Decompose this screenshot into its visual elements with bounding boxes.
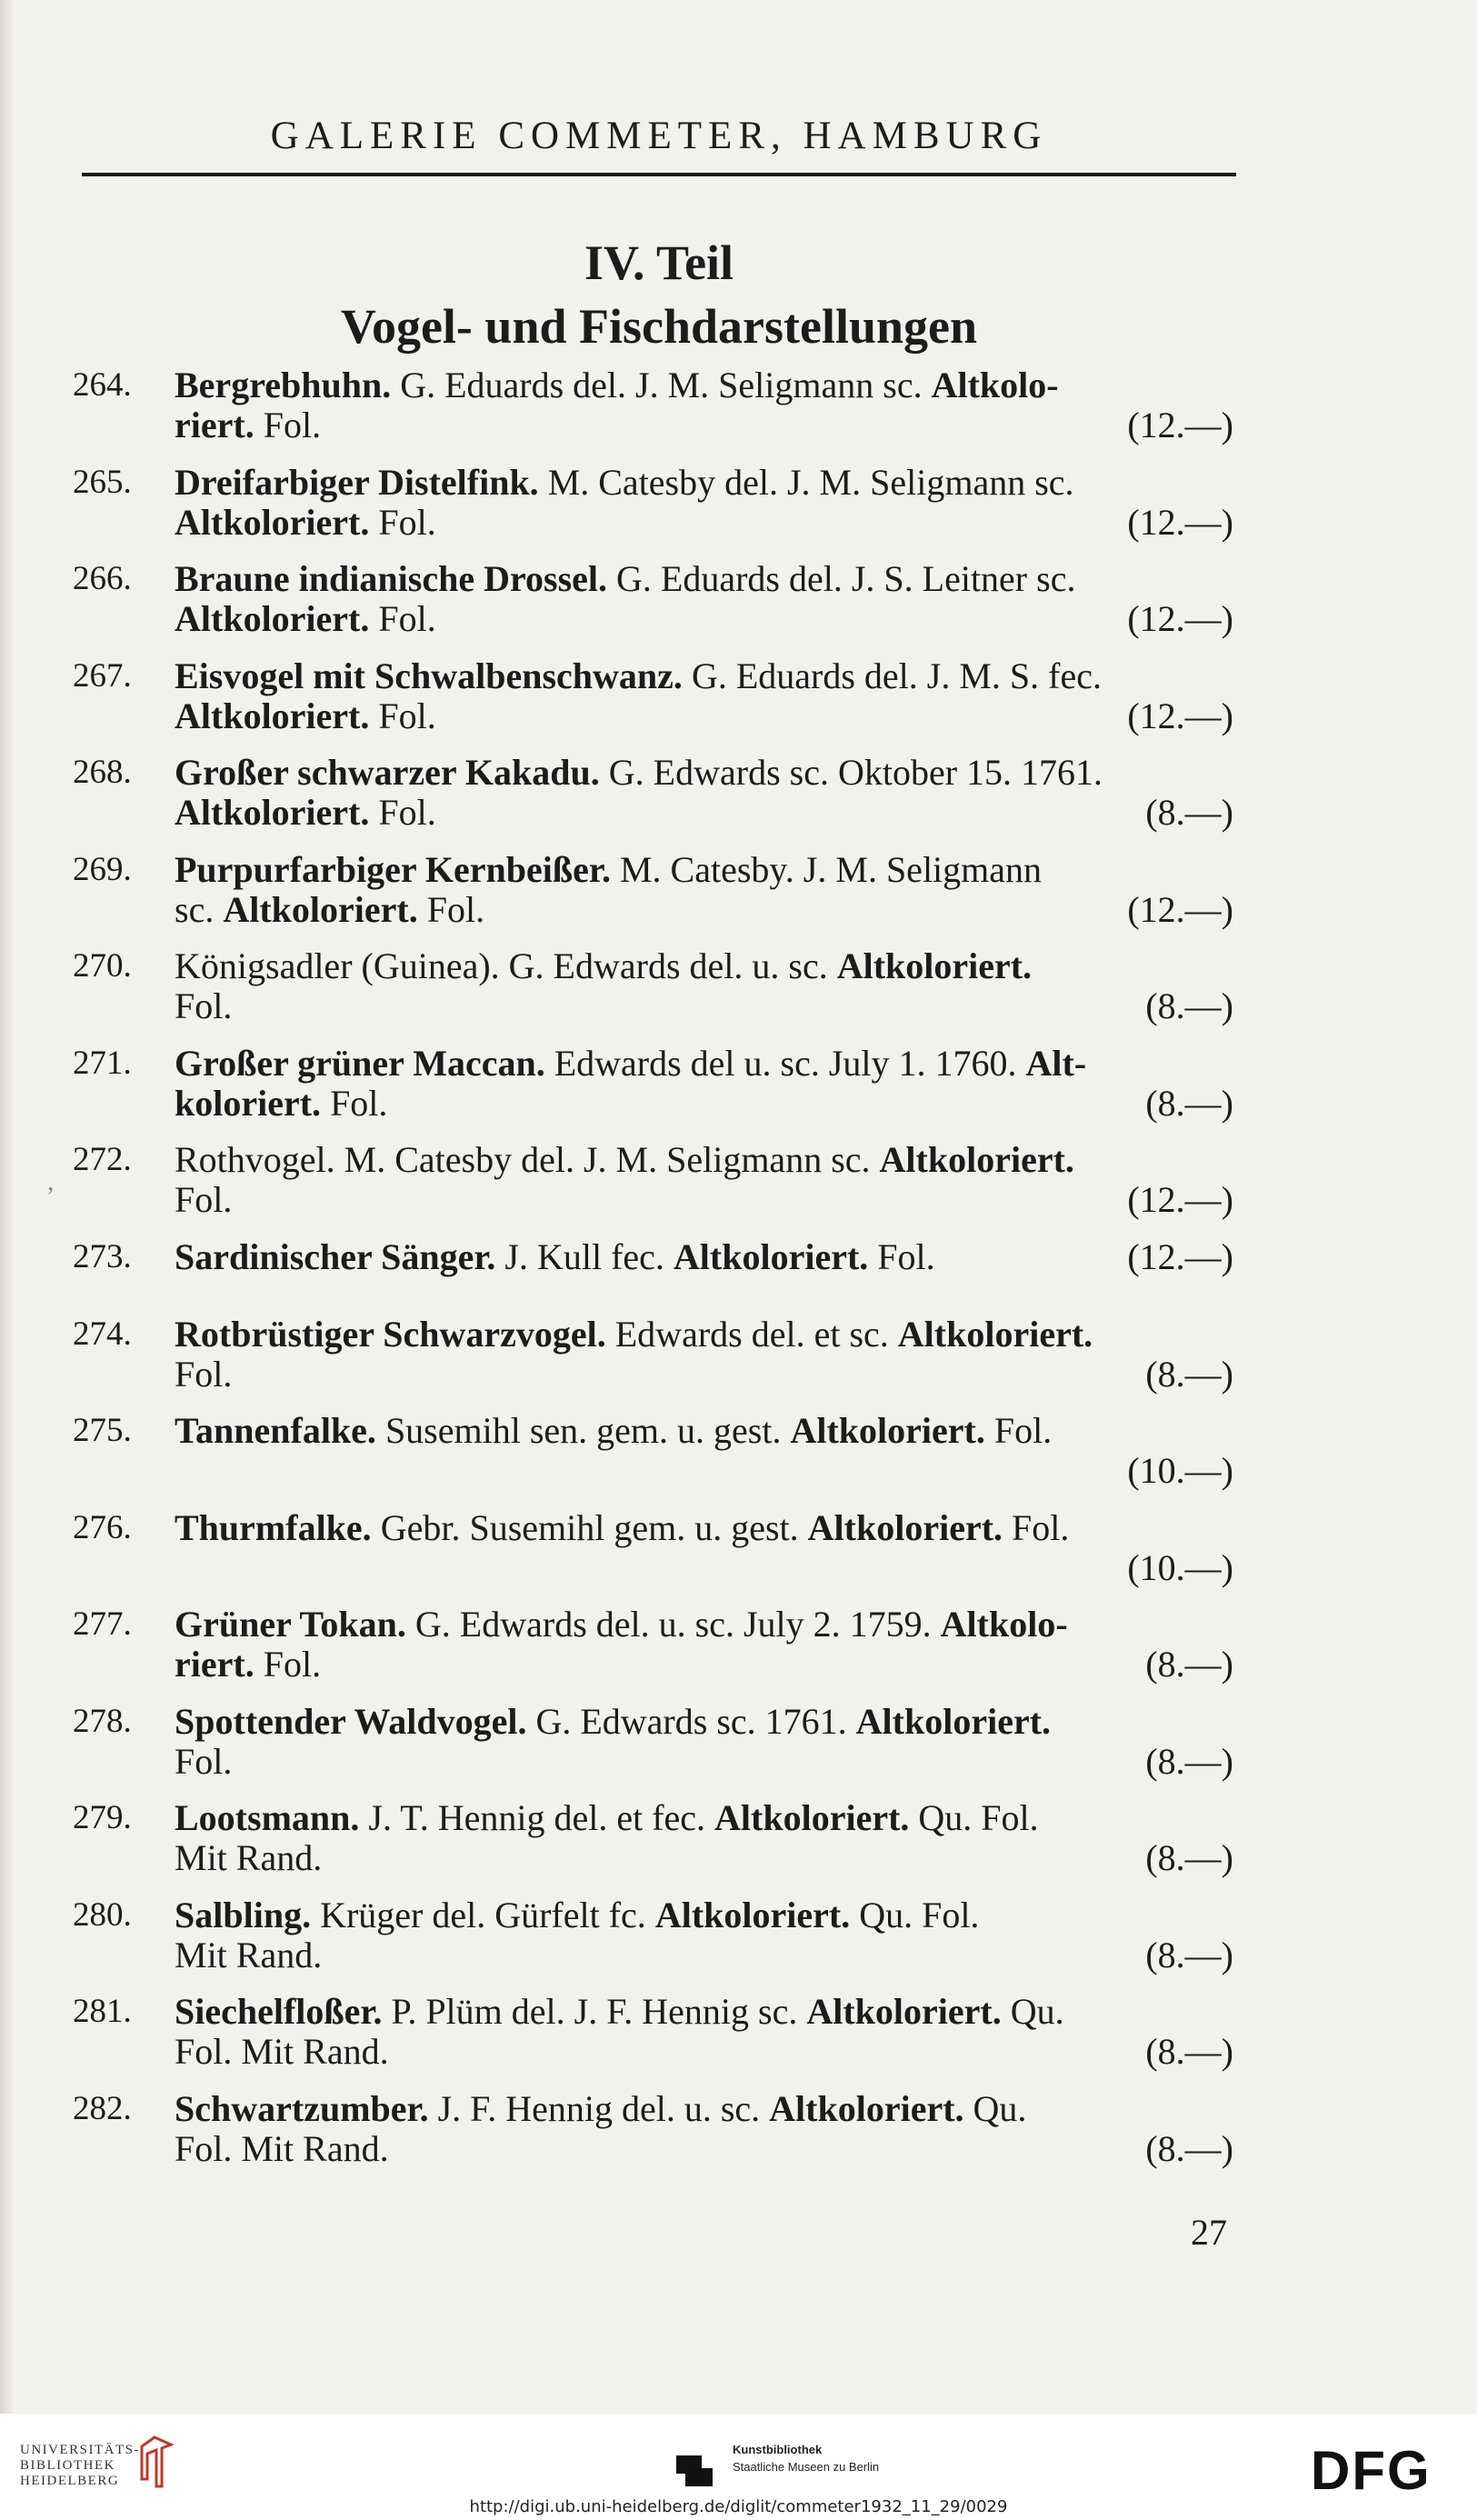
entry-line: [175, 1742, 1233, 1782]
entry-bold-text: Siechelfloßer.: [175, 1991, 383, 2032]
entry-text: G. Eduards del. J. S. Leitner sc.: [607, 558, 1076, 599]
entry-bold-text: Purpurfarbiger Kernbeißer.: [175, 848, 611, 890]
entry-number: 269.: [73, 850, 132, 888]
entry-text: G. Edwards sc. 1761.: [526, 1700, 856, 1742]
entry-number: 272.: [73, 1141, 132, 1178]
entry-line: [175, 1451, 1233, 1491]
entry-number: 268.: [73, 754, 132, 791]
entry-bold-text: Schwartzumber.: [175, 2087, 429, 2129]
entry-text: M. Catesby del. J. M. Seligmann sc.: [538, 461, 1074, 503]
ub-heidelberg-logo-icon: [135, 2434, 175, 2492]
entry-price: (12.—): [1127, 1179, 1233, 1220]
kb-name: Kunstbibliothek: [733, 2443, 823, 2456]
entry-bold-text: Altkoloriert.: [175, 501, 370, 543]
entry-bold-text: Altkoloriert.: [175, 598, 370, 639]
header-rule: [82, 173, 1236, 176]
entry-text: Fol.: [175, 1353, 233, 1395]
entry-price: (8.—): [1145, 2031, 1233, 2072]
entry-number: 267.: [73, 656, 132, 695]
entry-price: (8.—): [1145, 1353, 1233, 1395]
entry-line: [175, 2089, 1233, 2129]
entry-line: [175, 1838, 1233, 1878]
entry-line: [175, 1798, 1233, 1838]
entry-number: 277.: [73, 1605, 132, 1643]
entry-bold-text: Altkoloriert.: [807, 1506, 1003, 1548]
entry-line: [175, 1645, 1233, 1685]
entry-number: 265.: [73, 463, 132, 501]
entry-bold-text: Altkoloriert.: [836, 945, 1033, 986]
entry-text: Krüger del. Gürfelt fc.: [311, 1894, 655, 1935]
entry-bold-text: Großer grüner Maccan.: [175, 1042, 545, 1084]
entry-text: Susemihl sen. gem. u. gest.: [375, 1410, 791, 1451]
catalog-entry: [0, 946, 1477, 1044]
entry-bold-text: Rotbrüstiger Schwarzvogel.: [175, 1313, 606, 1355]
ub-heidelberg-label: [20, 2443, 140, 2489]
entry-description: [175, 1992, 1233, 2072]
entry-description: [175, 946, 1233, 1026]
entry-bold-text: Braune indianische Drossel.: [175, 558, 607, 599]
entry-description: [175, 1605, 1233, 1685]
page-number: 27: [1191, 2212, 1227, 2253]
entry-bold-text: riert.: [175, 1644, 254, 1685]
entry-line: [175, 753, 1233, 793]
entry-description: [175, 656, 1233, 736]
entry-text: J. T. Hennig del. et fec.: [359, 1797, 715, 1838]
entry-line: [175, 503, 1233, 543]
entry-text: J. F. Hennig del. u. sc.: [428, 2087, 770, 2129]
entry-line: [175, 1411, 1233, 1451]
entry-description: [175, 1237, 1233, 1277]
entry-bold-text: riert.: [175, 405, 254, 445]
entry-bold-text: Alt-: [1025, 1042, 1087, 1084]
entry-text: Edwards del u. sc. July 1. 1760.: [544, 1042, 1026, 1084]
entry-description: [175, 1044, 1233, 1124]
entry-line: [175, 1355, 1233, 1395]
catalog-entries: [0, 365, 1477, 2185]
entry-line: [175, 599, 1233, 639]
entry-text: Rothvogel. M. Catesby del. J. M. Seligmann sc.: [175, 1139, 880, 1180]
entry-line: [175, 850, 1233, 890]
entry-text: G. Eduards del. J. M. Seligmann sc.: [391, 365, 932, 405]
entry-text: G. Eduards del. J. M. S. fec.: [682, 655, 1102, 696]
entry-bold-text: Altkolo-: [931, 365, 1059, 405]
entry-text: Fol.: [321, 1082, 388, 1124]
part-title: IV. Teil: [584, 235, 734, 290]
entry-price: (12.—): [1127, 888, 1233, 930]
entry-text: Königsadler (Guinea). G. Edwards del. u. sc.: [175, 945, 837, 986]
entry-description: [175, 2089, 1233, 2169]
entry-line: [175, 1084, 1233, 1124]
entry-text: Qu. Fol.: [850, 1894, 980, 1935]
entry-text: J. Kull fec.: [495, 1235, 674, 1277]
entry-bold-text: Salbling.: [175, 1894, 312, 1935]
entry-text: Fol.: [254, 1644, 322, 1685]
entry-line: [175, 1140, 1233, 1180]
entry-text: Mit Rand.: [175, 1837, 323, 1878]
entry-bold-text: Altkoloriert.: [897, 1313, 1093, 1355]
entry-text: Qu. Fol.: [909, 1797, 1039, 1838]
entry-price: (8.—): [1145, 2127, 1233, 2169]
catalog-entry: [0, 2089, 1477, 2186]
catalog-entry: [0, 1411, 1477, 1508]
entry-number: 278.: [73, 1702, 132, 1740]
entry-number: 264.: [73, 366, 132, 404]
entry-number: 282.: [73, 2089, 132, 2127]
entry-bold-text: Altkolo-: [940, 1604, 1068, 1645]
entry-text: Fol.: [417, 888, 485, 930]
entry-description: [175, 1315, 1233, 1395]
entry-description: [175, 365, 1233, 445]
entry-text: G. Edwards sc. Oktober 15. 1761.: [599, 752, 1103, 793]
entry-line: [175, 1992, 1233, 2032]
entry-line: [175, 2129, 1233, 2169]
entry-line: [175, 946, 1233, 986]
entry-number: 270.: [73, 947, 132, 985]
entry-text: Gebr. Susemihl gem. u. gest.: [371, 1506, 808, 1548]
entry-price: (8.—): [1145, 792, 1233, 833]
entry-bold-text: Altkoloriert.: [714, 1797, 910, 1838]
entry-line: [175, 1895, 1233, 1935]
entry-line: [175, 1315, 1233, 1355]
entry-line: [175, 793, 1233, 833]
section-title: Vogel- und Fischdarstellungen: [340, 299, 978, 354]
entry-description: [175, 1702, 1233, 1782]
catalog-entry: [0, 365, 1477, 463]
entry-text: sc.: [175, 888, 224, 930]
entry-price: (8.—): [1145, 1082, 1233, 1124]
entry-price: (12.—): [1127, 695, 1233, 736]
entry-bold-text: Altkoloriert.: [790, 1410, 985, 1451]
entry-number: 266.: [73, 560, 132, 597]
entry-bold-text: Altkoloriert.: [879, 1139, 1074, 1180]
catalog-entry: [0, 1798, 1477, 1895]
entry-number: 274.: [73, 1315, 132, 1353]
entry-bold-text: Altkoloriert.: [175, 695, 370, 736]
dfg-logo: DFG: [1311, 2440, 1432, 2501]
entry-description: [175, 1798, 1233, 1878]
entry-text: Fol.: [175, 1740, 233, 1782]
catalog-entry: [0, 1315, 1477, 1412]
entry-bold-text: Altkoloriert.: [175, 792, 370, 833]
entry-text: Fol.: [1003, 1506, 1070, 1548]
entry-line: [175, 2032, 1233, 2072]
entry-description: [175, 850, 1233, 930]
entry-text: Fol. Mit Rand.: [175, 2031, 389, 2072]
entry-text: Fol. Mit Rand.: [175, 2127, 389, 2169]
entry-line: [175, 405, 1233, 445]
entry-text: Qu.: [963, 2087, 1027, 2129]
entry-line: [175, 1702, 1233, 1742]
catalog-entry: [0, 1992, 1477, 2089]
catalog-entry: [0, 1605, 1477, 1702]
entry-text: Fol.: [868, 1235, 935, 1277]
catalog-entry: [0, 1044, 1477, 1141]
entry-price: (12.—): [1127, 501, 1233, 543]
entry-text: M. Catesby. J. M. Seligmann: [610, 848, 1043, 890]
entry-bold-text: Eisvogel mit Schwalbenschwanz.: [175, 655, 683, 696]
catalog-entry: [0, 463, 1477, 560]
kb-sub: Staatliche Museen zu Berlin: [733, 2460, 880, 2474]
entry-price: (8.—): [1145, 1740, 1233, 1782]
entry-text: G. Edwards del. u. sc. July 2. 1759.: [405, 1604, 941, 1645]
catalog-entry: [0, 753, 1477, 850]
entry-line: [175, 890, 1233, 930]
catalog-entry: [0, 1140, 1477, 1237]
entry-text: Fol.: [369, 695, 436, 736]
viewer-footer: [0, 2414, 1477, 2520]
entry-line: [175, 656, 1233, 696]
entry-text: Fol.: [984, 1410, 1053, 1451]
entry-text: Fol.: [175, 985, 233, 1026]
entry-bold-text: Spottender Waldvogel.: [175, 1700, 527, 1742]
ub-line-2: BIBLIOTHEK: [20, 2458, 115, 2473]
entry-line: [175, 1605, 1233, 1645]
kunstbibliothek-logo-icon: [674, 2448, 714, 2488]
entry-bold-text: Altkoloriert.: [223, 888, 418, 930]
entry-bold-text: Tannenfalke.: [175, 1410, 376, 1451]
entry-description: [175, 1895, 1233, 1975]
entry-line: [175, 986, 1233, 1026]
entry-text: Fol.: [369, 598, 436, 639]
entry-line: [175, 1237, 1233, 1277]
entry-bold-text: Grüner Tokan.: [175, 1604, 406, 1645]
entry-line: [175, 1548, 1233, 1588]
catalog-entry: [0, 559, 1477, 656]
entry-bold-text: Sardinischer Sänger.: [175, 1235, 496, 1277]
entry-bold-text: Dreifarbiger Distelfink.: [175, 461, 539, 503]
entry-bold-text: Altkoloriert.: [855, 1700, 1052, 1742]
entry-bold-text: Altkoloriert.: [806, 1991, 1002, 2032]
entry-description: [175, 1508, 1233, 1588]
entry-description: [175, 559, 1233, 639]
entry-price: (12.—): [1127, 405, 1233, 445]
entry-text: Qu.: [1001, 1991, 1064, 2032]
entry-text: Fol.: [369, 501, 436, 543]
entry-number: 275.: [73, 1412, 132, 1449]
catalog-entry: [0, 656, 1477, 754]
entry-line: [175, 559, 1233, 599]
catalog-entry: [0, 1508, 1477, 1605]
ub-line-1: UNIVERSITÄTS-: [20, 2443, 140, 2457]
entry-text: P. Plüm del. J. F. Hennig sc.: [382, 1991, 807, 2032]
entry-bold-text: Lootsmann.: [175, 1797, 360, 1838]
entry-number: 276.: [73, 1508, 132, 1546]
entry-number: 281.: [73, 1993, 132, 2030]
entry-number: 279.: [73, 1799, 132, 1836]
catalog-entry: [0, 1702, 1477, 1799]
entry-bold-text: Altkoloriert.: [654, 1894, 851, 1935]
entry-bold-text: koloriert.: [175, 1082, 322, 1124]
entry-number: 271.: [73, 1044, 132, 1082]
entry-price: (12.—): [1127, 1235, 1233, 1277]
entry-bold-text: Altkoloriert.: [673, 1235, 869, 1277]
entry-number: 273.: [73, 1237, 132, 1275]
kunstbibliothek-label: [733, 2441, 879, 2475]
entry-bold-text: Großer schwarzer Kakadu.: [175, 752, 600, 793]
entry-price: (12.—): [1127, 598, 1233, 639]
entry-text: Fol.: [175, 1179, 233, 1220]
ub-line-3: HEIDELBERG: [20, 2474, 120, 2488]
entry-price: (10.—): [1127, 1546, 1233, 1588]
entry-line: [175, 1180, 1233, 1220]
entry-description: [175, 1140, 1233, 1220]
entry-text: Fol.: [254, 405, 322, 445]
entry-line: [175, 463, 1233, 503]
margin-mark: ,: [47, 1166, 55, 1196]
catalog-entry: [0, 1237, 1477, 1315]
entry-text: Mit Rand.: [175, 1934, 323, 1975]
entry-description: [175, 1411, 1233, 1491]
permalink-url[interactable]: http://digi.ub.uni-heidelberg.de/diglit/commeter1932_11_29/0029: [469, 2497, 1008, 2516]
entry-bold-text: Altkoloriert.: [769, 2087, 964, 2129]
entry-line: [175, 1044, 1233, 1084]
entry-bold-text: Thurmfalke.: [175, 1506, 372, 1548]
entry-price: (8.—): [1145, 985, 1233, 1026]
entry-bold-text: Bergrebhuhn.: [175, 365, 392, 405]
entry-line: [175, 1508, 1233, 1548]
entry-description: [175, 463, 1233, 543]
entry-price: (10.—): [1127, 1450, 1233, 1491]
running-head: GALERIE COMMETER, HAMBURG: [270, 115, 1048, 157]
entry-price: (8.—): [1145, 1934, 1233, 1975]
catalog-entry: [0, 1895, 1477, 1993]
entry-text: Fol.: [369, 792, 436, 833]
entry-description: [175, 753, 1233, 833]
entry-line: [175, 696, 1233, 736]
catalog-entry: [0, 850, 1477, 947]
entry-line: [175, 1935, 1233, 1975]
entry-price: (8.—): [1145, 1837, 1233, 1878]
entry-text: Edwards del. et sc.: [605, 1313, 898, 1355]
entry-line: [175, 365, 1233, 405]
entry-number: 280.: [73, 1895, 132, 1934]
entry-price: (8.—): [1145, 1644, 1233, 1685]
